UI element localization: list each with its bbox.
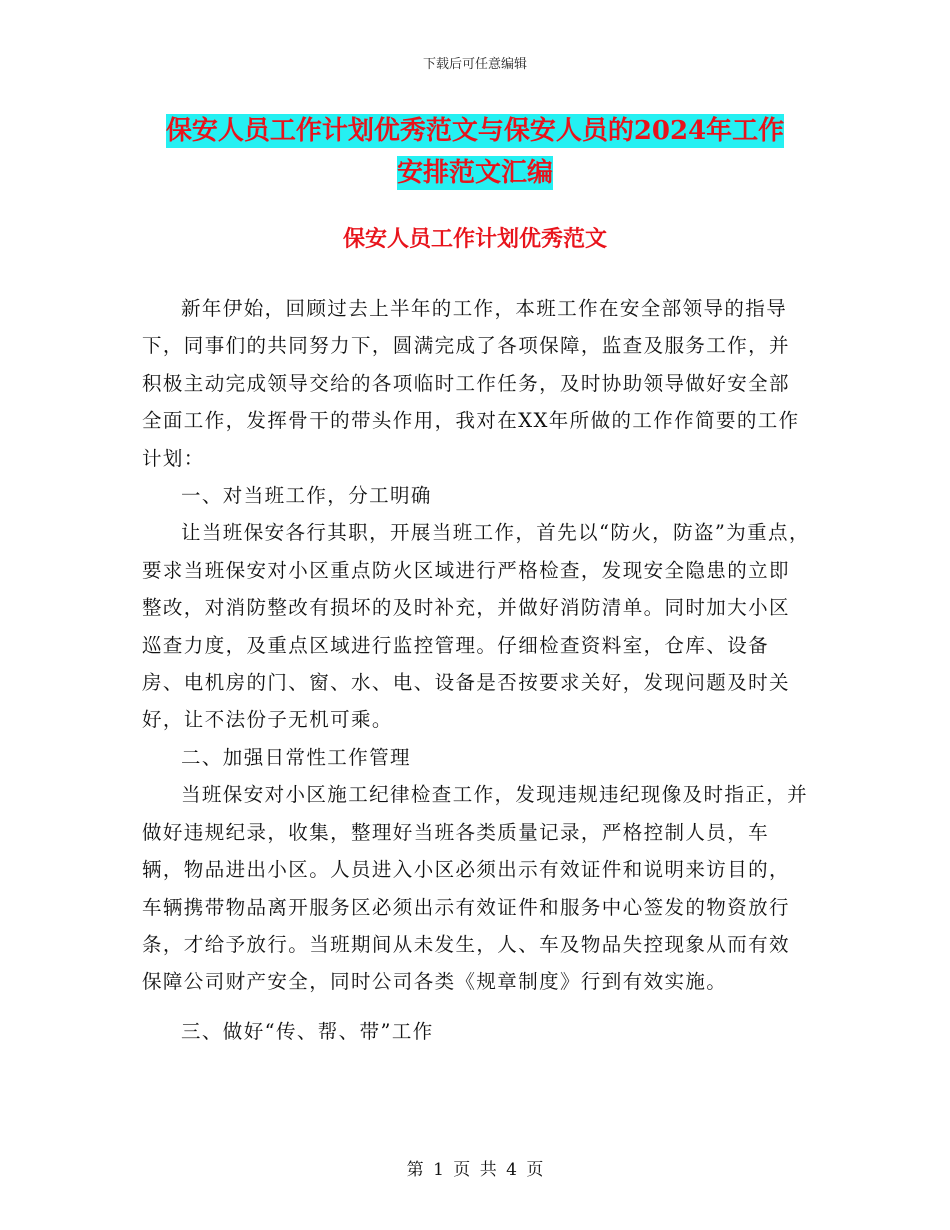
paragraph-daily-management: 当班保安对小区施工纪律检查工作，发现违规违纪现像及时指正，并做好违规纪录，收集，整理好当班各类质量记录，严格控制人员，车辆，物品进出小区。人员进入小区必须出示有效证件和说明来访目的，车辆携带物品离开服务区必须出示有效证件和服务中心签发的物资放行条，才给予放行。当班期间从未发生，人、车及物品失控现象从而有效保障公司财产安全，同时公司各类《规章制度》行到有效实施。 — [142, 783, 809, 994]
heading-mentoring: 三、做好“传、帮、带”工作 — [181, 1019, 434, 1043]
heading-duty-assignment: 一、对当班工作，分工明确 — [181, 484, 432, 508]
document-body — [142, 290, 810, 1050]
heading-daily-management: 二、加强日常性工作管理 — [181, 745, 411, 769]
paragraph-duty-assignment: 让当班保安各行其职，开展当班工作，首先以“防火，防盗”为重点，要求当班保安对小区重点防火区域进行严格检查，发现安全隐患的立即整改，对消防整改有损坏的及时补充，并做好消防清单。同时加大小区巡查力度，及重点区域进行监控管理。仔细检查资料室，仓库、设备房、电机房的门、窗、水、电、设备是否按要求关好，发现问题及时关好，让不法份子无机可乘。 — [142, 521, 810, 732]
page-number: 第 1 页 共 4 页 — [406, 1160, 544, 1180]
section-title: 保安人员工作计划优秀范文 — [342, 226, 607, 252]
paragraph-intro: 新年伊始，回顾过去上半年的工作，本班工作在安全部领导的指导下，同事们的共同努力下，圆满完成了各项保障，监查及服务工作，并积极主动完成领导交给的各项临时工作任务，及时协助领导做好安全部全面工作，发挥骨干的带头作用，我对在XX年所做的工作作简要的工作计划： — [142, 297, 800, 470]
document-title-line2: 安排范文汇编 — [396, 158, 553, 188]
document-title-line1: 保安人员工作计划优秀范文与保安人员的2024年工作 — [165, 116, 785, 146]
document-title — [0, 110, 950, 194]
page-header-note: 下载后可任意编辑 — [422, 57, 527, 72]
